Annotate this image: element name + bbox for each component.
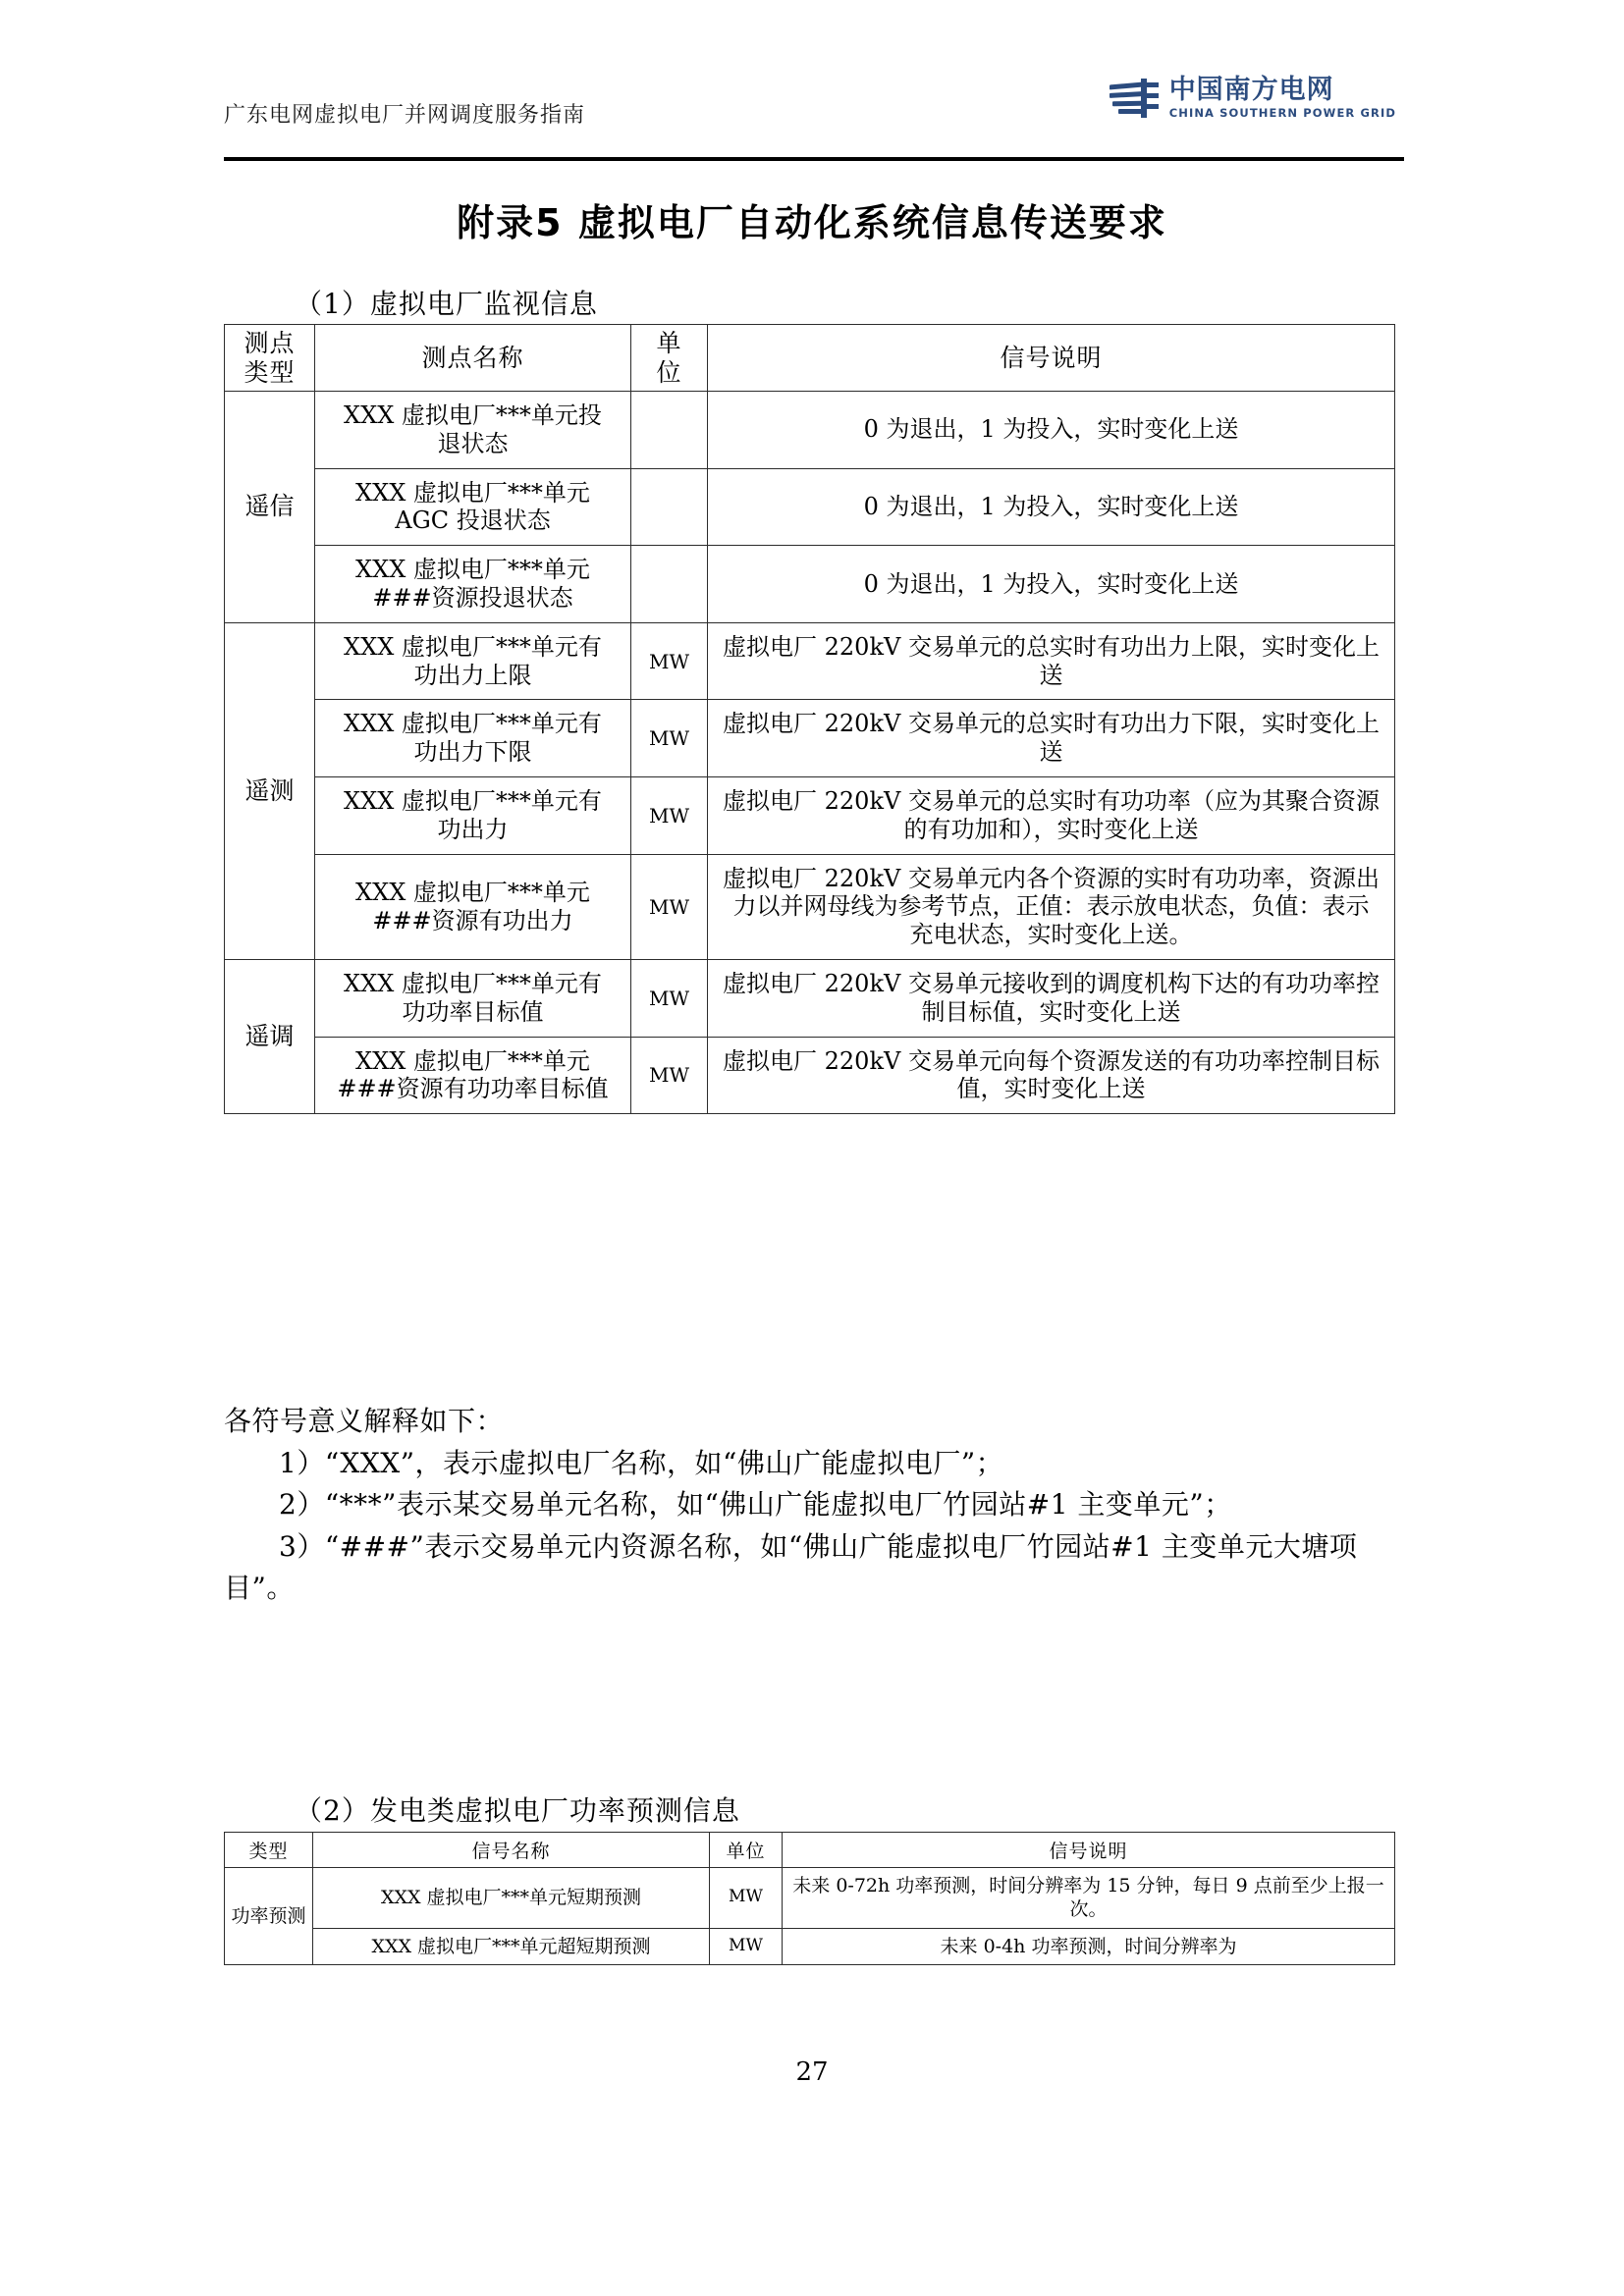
point-name: XXX 虚拟电厂***单元 AGC 投退状态 xyxy=(315,468,631,546)
signal-description: 虚拟电厂 220kV 交易单元接收到的调度机构下达的有功功率控制目标值，实时变化上送 xyxy=(708,959,1395,1037)
point-name: XXX 虚拟电厂***单元有 功出力上限 xyxy=(315,622,631,700)
unit-value: MW xyxy=(631,622,708,700)
column-header-unit xyxy=(631,325,708,392)
monitoring-info-table xyxy=(224,324,1395,1114)
signal-description: 0 为退出，1 为投入，实时变化上送 xyxy=(708,392,1395,469)
column-header-signal-desc: 信号说明 xyxy=(708,325,1395,392)
page-number: 27 xyxy=(795,2057,829,2087)
point-name: XXX 虚拟电厂***单元有 功出力 xyxy=(315,776,631,854)
running-header xyxy=(224,77,1402,155)
page-title: 附录5 虚拟电厂自动化系统信息传送要求 xyxy=(457,201,1167,244)
table-row xyxy=(225,776,1395,854)
column-header-unit: 单位 xyxy=(710,1833,783,1868)
csg-logo-name-en: CHINA SOUTHERN POWER GRID xyxy=(1168,106,1396,121)
point-name: XXX 虚拟电厂***单元有 功出力下限 xyxy=(315,700,631,777)
table-row xyxy=(225,1037,1395,1114)
signal-description: 0 为退出，1 为投入，实时变化上送 xyxy=(708,468,1395,546)
header-divider xyxy=(224,157,1404,161)
csg-logo-mark-icon xyxy=(1109,77,1160,120)
signal-description: 0 为退出，1 为投入，实时变化上送 xyxy=(708,546,1395,623)
csg-logo-name-cn: 中国南方电网 xyxy=(1168,75,1334,106)
unit-value xyxy=(631,468,708,546)
group-type-yaoce: 遥测 xyxy=(225,622,315,959)
unit-value: MW xyxy=(631,700,708,777)
column-header-type: 类型 xyxy=(225,1833,313,1868)
signal-description: 未来 0-72h 功率预测，时间分辨率为 15 分钟，每日 9 点前至少上报一次。 xyxy=(783,1868,1395,1929)
unit-line-2: 位 xyxy=(656,357,682,387)
unit-line-1: 单 xyxy=(656,329,682,357)
note-item-1: 1）“XXX”，表示虚拟电厂名称，如“佛山广能虚拟电厂”； xyxy=(279,1446,1004,1479)
running-header-title: 广东电网虚拟电厂并网调度服务指南 xyxy=(224,103,586,128)
signal-description: 虚拟电厂 220kV 交易单元的总实时有功出力上限，实时变化上送 xyxy=(708,622,1395,700)
table-header-row xyxy=(225,325,1395,392)
point-name: XXX 虚拟电厂***单元有 功功率目标值 xyxy=(315,959,631,1037)
signal-description: 虚拟电厂 220kV 交易单元向每个资源发送的有功功率控制目标值，实时变化上送 xyxy=(708,1037,1395,1114)
signal-description: 未来 0-4h 功率预测，时间分辨率为 xyxy=(783,1928,1395,1964)
table-row xyxy=(225,1868,1395,1929)
symbol-explanation-notes xyxy=(224,1401,1404,1610)
power-forecast-info-table xyxy=(224,1832,1395,1965)
group-type-yaotiao: 遥调 xyxy=(225,959,315,1113)
csg-logo-wordmark xyxy=(1169,77,1396,120)
section-2-caption: （2）发电类虚拟电厂功率预测信息 xyxy=(295,1794,740,1827)
table-header-row xyxy=(225,1833,1395,1868)
unit-value: MW xyxy=(710,1868,783,1929)
notes-lead: 各符号意义解释如下： xyxy=(224,1405,505,1437)
unit-value: MW xyxy=(710,1928,783,1964)
signal-description: 虚拟电厂 220kV 交易单元的总实时有功出力下限，实时变化上送 xyxy=(708,700,1395,777)
unit-value: MW xyxy=(631,854,708,959)
unit-value: MW xyxy=(631,1037,708,1114)
note-item-3: 3）“###”表示交易单元内资源名称，如“佛山广能虚拟电厂竹园站#1 主变单元大塘项目”。 xyxy=(224,1529,1358,1605)
group-type-power-forecast: 功率预测 xyxy=(225,1868,313,1965)
table-row xyxy=(225,392,1395,469)
unit-value xyxy=(631,392,708,469)
point-name: XXX 虚拟电厂***单元 ###资源投退状态 xyxy=(315,546,631,623)
signal-description: 虚拟电厂 220kV 交易单元的总实时有功功率（应为其聚合资源的有功加和），实时变化上送 xyxy=(708,776,1395,854)
table-row xyxy=(225,700,1395,777)
point-name: XXX 虚拟电厂***单元投 退状态 xyxy=(315,392,631,469)
column-header-signal-desc: 信号说明 xyxy=(783,1833,1395,1868)
signal-name: XXX 虚拟电厂***单元超短期预测 xyxy=(313,1928,710,1964)
table-row xyxy=(225,854,1395,959)
csg-logo xyxy=(1109,77,1396,120)
table-row xyxy=(225,622,1395,700)
signal-description: 虚拟电厂 220kV 交易单元内各个资源的实时有功功率，资源出力以并网母线为参考节点，正值：表示放电状态，负值：表示充电状态，实时变化上送。 xyxy=(708,854,1395,959)
unit-value xyxy=(631,546,708,623)
point-name: XXX 虚拟电厂***单元 ###资源有功出力 xyxy=(315,854,631,959)
table-row xyxy=(225,546,1395,623)
point-name: XXX 虚拟电厂***单元 ###资源有功功率目标值 xyxy=(315,1037,631,1114)
note-item-2: 2）“***”表示某交易单元名称，如“佛山广能虚拟电厂竹园站#1 主变单元”； xyxy=(279,1488,1232,1522)
unit-value: MW xyxy=(631,959,708,1037)
column-header-point-type xyxy=(225,325,315,392)
group-type-yaoxin: 遥信 xyxy=(225,392,315,623)
point-type-line-1: 测点 xyxy=(244,329,296,357)
table-row xyxy=(225,959,1395,1037)
table-row xyxy=(225,468,1395,546)
section-1-caption: （1）虚拟电厂监视信息 xyxy=(295,288,598,320)
signal-name: XXX 虚拟电厂***单元短期预测 xyxy=(313,1868,710,1929)
unit-value: MW xyxy=(631,776,708,854)
column-header-signal-name: 信号名称 xyxy=(313,1833,710,1868)
column-header-point-name: 测点名称 xyxy=(315,325,631,392)
point-type-line-2: 类型 xyxy=(244,357,296,387)
table-row xyxy=(225,1928,1395,1964)
